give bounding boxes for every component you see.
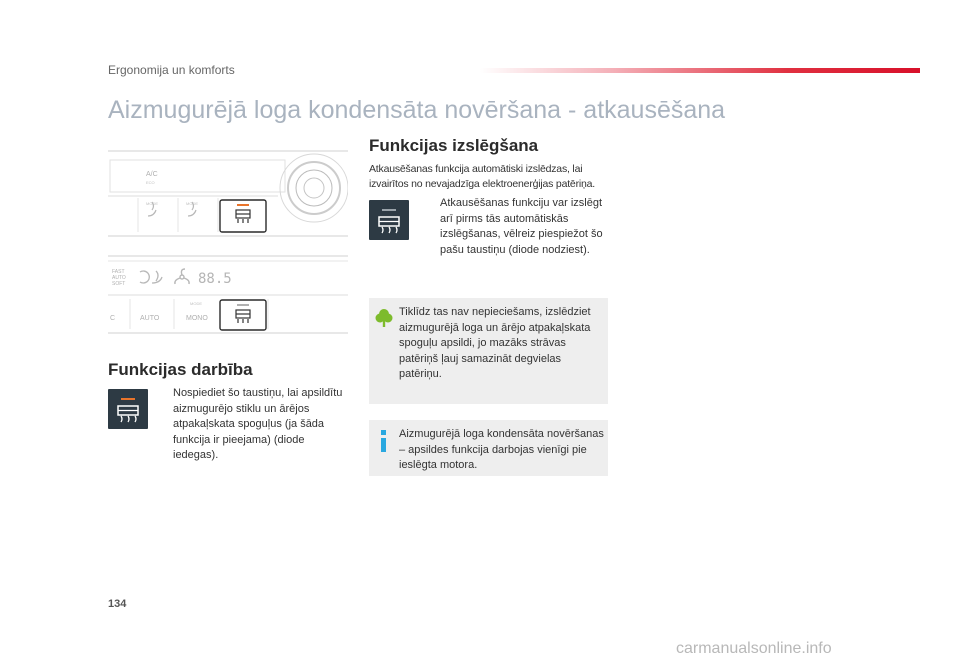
auto-label: AUTO [140, 315, 160, 322]
auto-small-label: AUTO [112, 275, 126, 281]
ac-sublabel: ECO [146, 180, 155, 185]
rear-defrost-icon [116, 405, 140, 423]
section-heading-off: Funkcijas izslēgšana [369, 136, 539, 155]
climate-panel-illustration-bottom [108, 253, 348, 337]
info-note-text: Aizmugurējā loga kondensāta novēršanas – apsildes funkcija darbojas vienīgi pie ieslēgta motora. [399, 428, 604, 471]
defrost-button-off-icon [369, 200, 409, 240]
chapter-accent-bar [480, 68, 920, 73]
eco-note [369, 298, 608, 404]
page-title: Aizmugurējā loga kondensāta novēršana - atkausēšana [108, 96, 726, 124]
section-off-intro: Atkausēšanas funkcija automātiski izslēdzas, lai izvairītos no nevajadzīga elektroenerģijas patēriņa. [369, 163, 595, 190]
temperature-display: 88.5 [198, 271, 232, 287]
info-note [369, 420, 608, 476]
mode-label-2: MODE [186, 201, 198, 206]
led-indicator-bottom [237, 304, 249, 306]
ac-label: A/C [146, 171, 158, 178]
c-label: C [110, 315, 116, 322]
watermark: carmanualsonline.info [676, 640, 832, 657]
bullet-on-text: Nospiediet šo taustiņu, lai apsildītu aizmugurējo stiklu un ārējos atpakaļskata spoguļus (ja šāda funkcija ir pieejama) (diode iedegas). [173, 387, 343, 461]
soft-label: SOFT [112, 281, 126, 287]
bullet-off-text: Atkausēšanas funkciju var izslēgt arī pirms tās automātiskās izslēgšanas, vēlreiz piespiežot šo pašu taustiņu (diode nodziest). [440, 197, 603, 256]
mode-label-1: MODE [146, 201, 158, 206]
defrost-button-on-icon [108, 389, 148, 429]
page-number: 134 [108, 598, 127, 610]
led-indicator-top [237, 204, 249, 206]
eco-note-text: Tiklīdz tas nav nepieciešams, izslēdziet aizmugurējā loga un ārējo atpakaļskata spoguļu apsildi, jo mazāks strāvas patēriņš ļauj samazināt degvielas patēriņu. [399, 306, 591, 380]
mono-label: MONO [186, 315, 208, 322]
fast-label: FAST [112, 269, 125, 275]
led-on [121, 398, 135, 400]
section-heading-on: Funkcijas darbība [108, 360, 253, 379]
rear-defrost-icon [377, 216, 401, 234]
mode-label-3: MODE [190, 301, 202, 306]
chapter-title: Ergonomija un komforts [108, 63, 235, 77]
climate-panel-illustration-top [108, 146, 348, 242]
led-off [382, 209, 396, 211]
tree-icon [375, 308, 393, 328]
info-icon [379, 430, 389, 452]
